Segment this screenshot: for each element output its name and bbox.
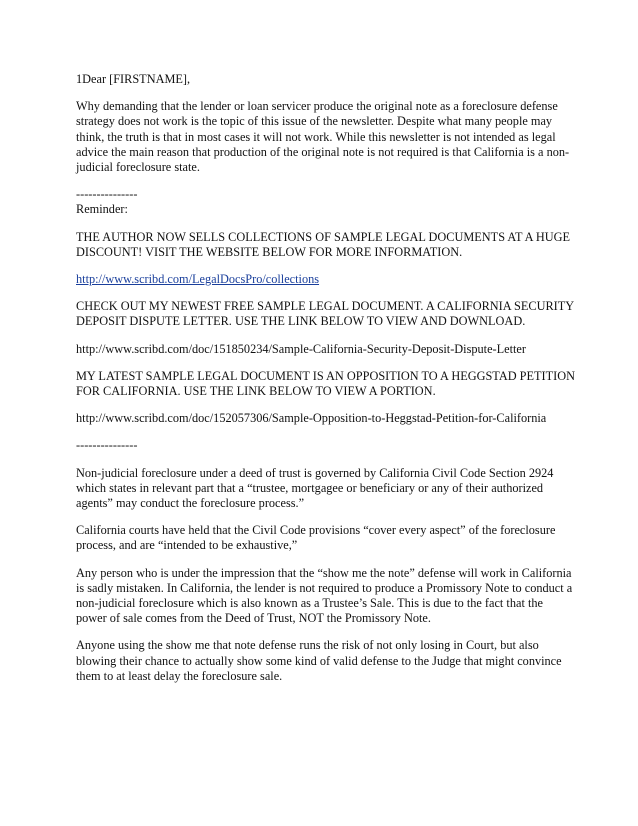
divider-bottom: --------------- (76, 438, 138, 453)
document-page (76, 72, 576, 696)
reminder-label: Reminder: (76, 202, 128, 217)
newest-document-url: http://www.scribd.com/doc/151850234/Sample-California-Security-Deposit-Dispute-Letter (76, 341, 526, 356)
body-paragraph-2: California courts have held that the Civil Code provisions “cover every aspect” of the foreclosure process, and are “intended to be exhaustive,” (76, 523, 556, 553)
newest-document-paragraph: CHECK OUT MY NEWEST FREE SAMPLE LEGAL DOCUMENT. A CALIFORNIA SECURITY DEPOSIT DISPUTE LETTER. USE THE LINK BELOW TO VIEW AND DOWNLOAD. (76, 299, 574, 329)
body-paragraph-1: Non-judicial foreclosure under a deed of trust is governed by California Civil Code Section 2924 which states in relevant part that a “trustee, mortgagee or beneficiary or any of their authorized agents” may conduct the foreclosure process.” (76, 465, 554, 511)
latest-document-url: http://www.scribd.com/doc/152057306/Sample-Opposition-to-Heggstad-Petition-for-California (76, 411, 547, 426)
collections-link[interactable]: http://www.scribd.com/LegalDocsPro/collections (76, 272, 320, 287)
latest-document-paragraph: MY LATEST SAMPLE LEGAL DOCUMENT IS AN OPPOSITION TO A HEGGSTAD PETITION FOR CALIFORNIA. USE THE LINK BELOW TO VIEW A PORTION. (76, 368, 575, 399)
divider-top: --------------- (76, 187, 138, 202)
body-paragraph-4: Anyone using the show me that note defense runs the risk of not only losing in Court, but also blowing their chance to actually show some kind of valid defense to the Judge that might convince them to at least delay the foreclosure sale. (76, 638, 562, 683)
intro-paragraph: Why demanding that the lender or loan servicer produce the original note as a foreclosure defense strategy does not work is the topic of this issue of the newsletter. Despite what many people may think, the truth is that in most cases it will not work. While this newsletter is not intended as legal advice the main reason that production of the original note is not required is that California is a non-judicial foreclosure state. (76, 99, 570, 175)
announcement-paragraph: THE AUTHOR NOW SELLS COLLECTIONS OF SAMPLE LEGAL DOCUMENTS AT A HUGE DISCOUNT! VISIT THE WEBSITE BELOW FOR MORE INFORMATION. (76, 229, 571, 259)
greeting: 1Dear [FIRSTNAME], (76, 72, 191, 86)
body-paragraph-3: Any person who is under the impression that the “show me the note” defense will work in California is sadly mistaken. In California, the lender is not required to produce a Promissory Note to conduct a non-judicial foreclosure which is also known as a Trustee’s Sale. This is due to the fact that the power of sale comes from the Deed of Trust, NOT the Promissory Note. (76, 565, 573, 626)
